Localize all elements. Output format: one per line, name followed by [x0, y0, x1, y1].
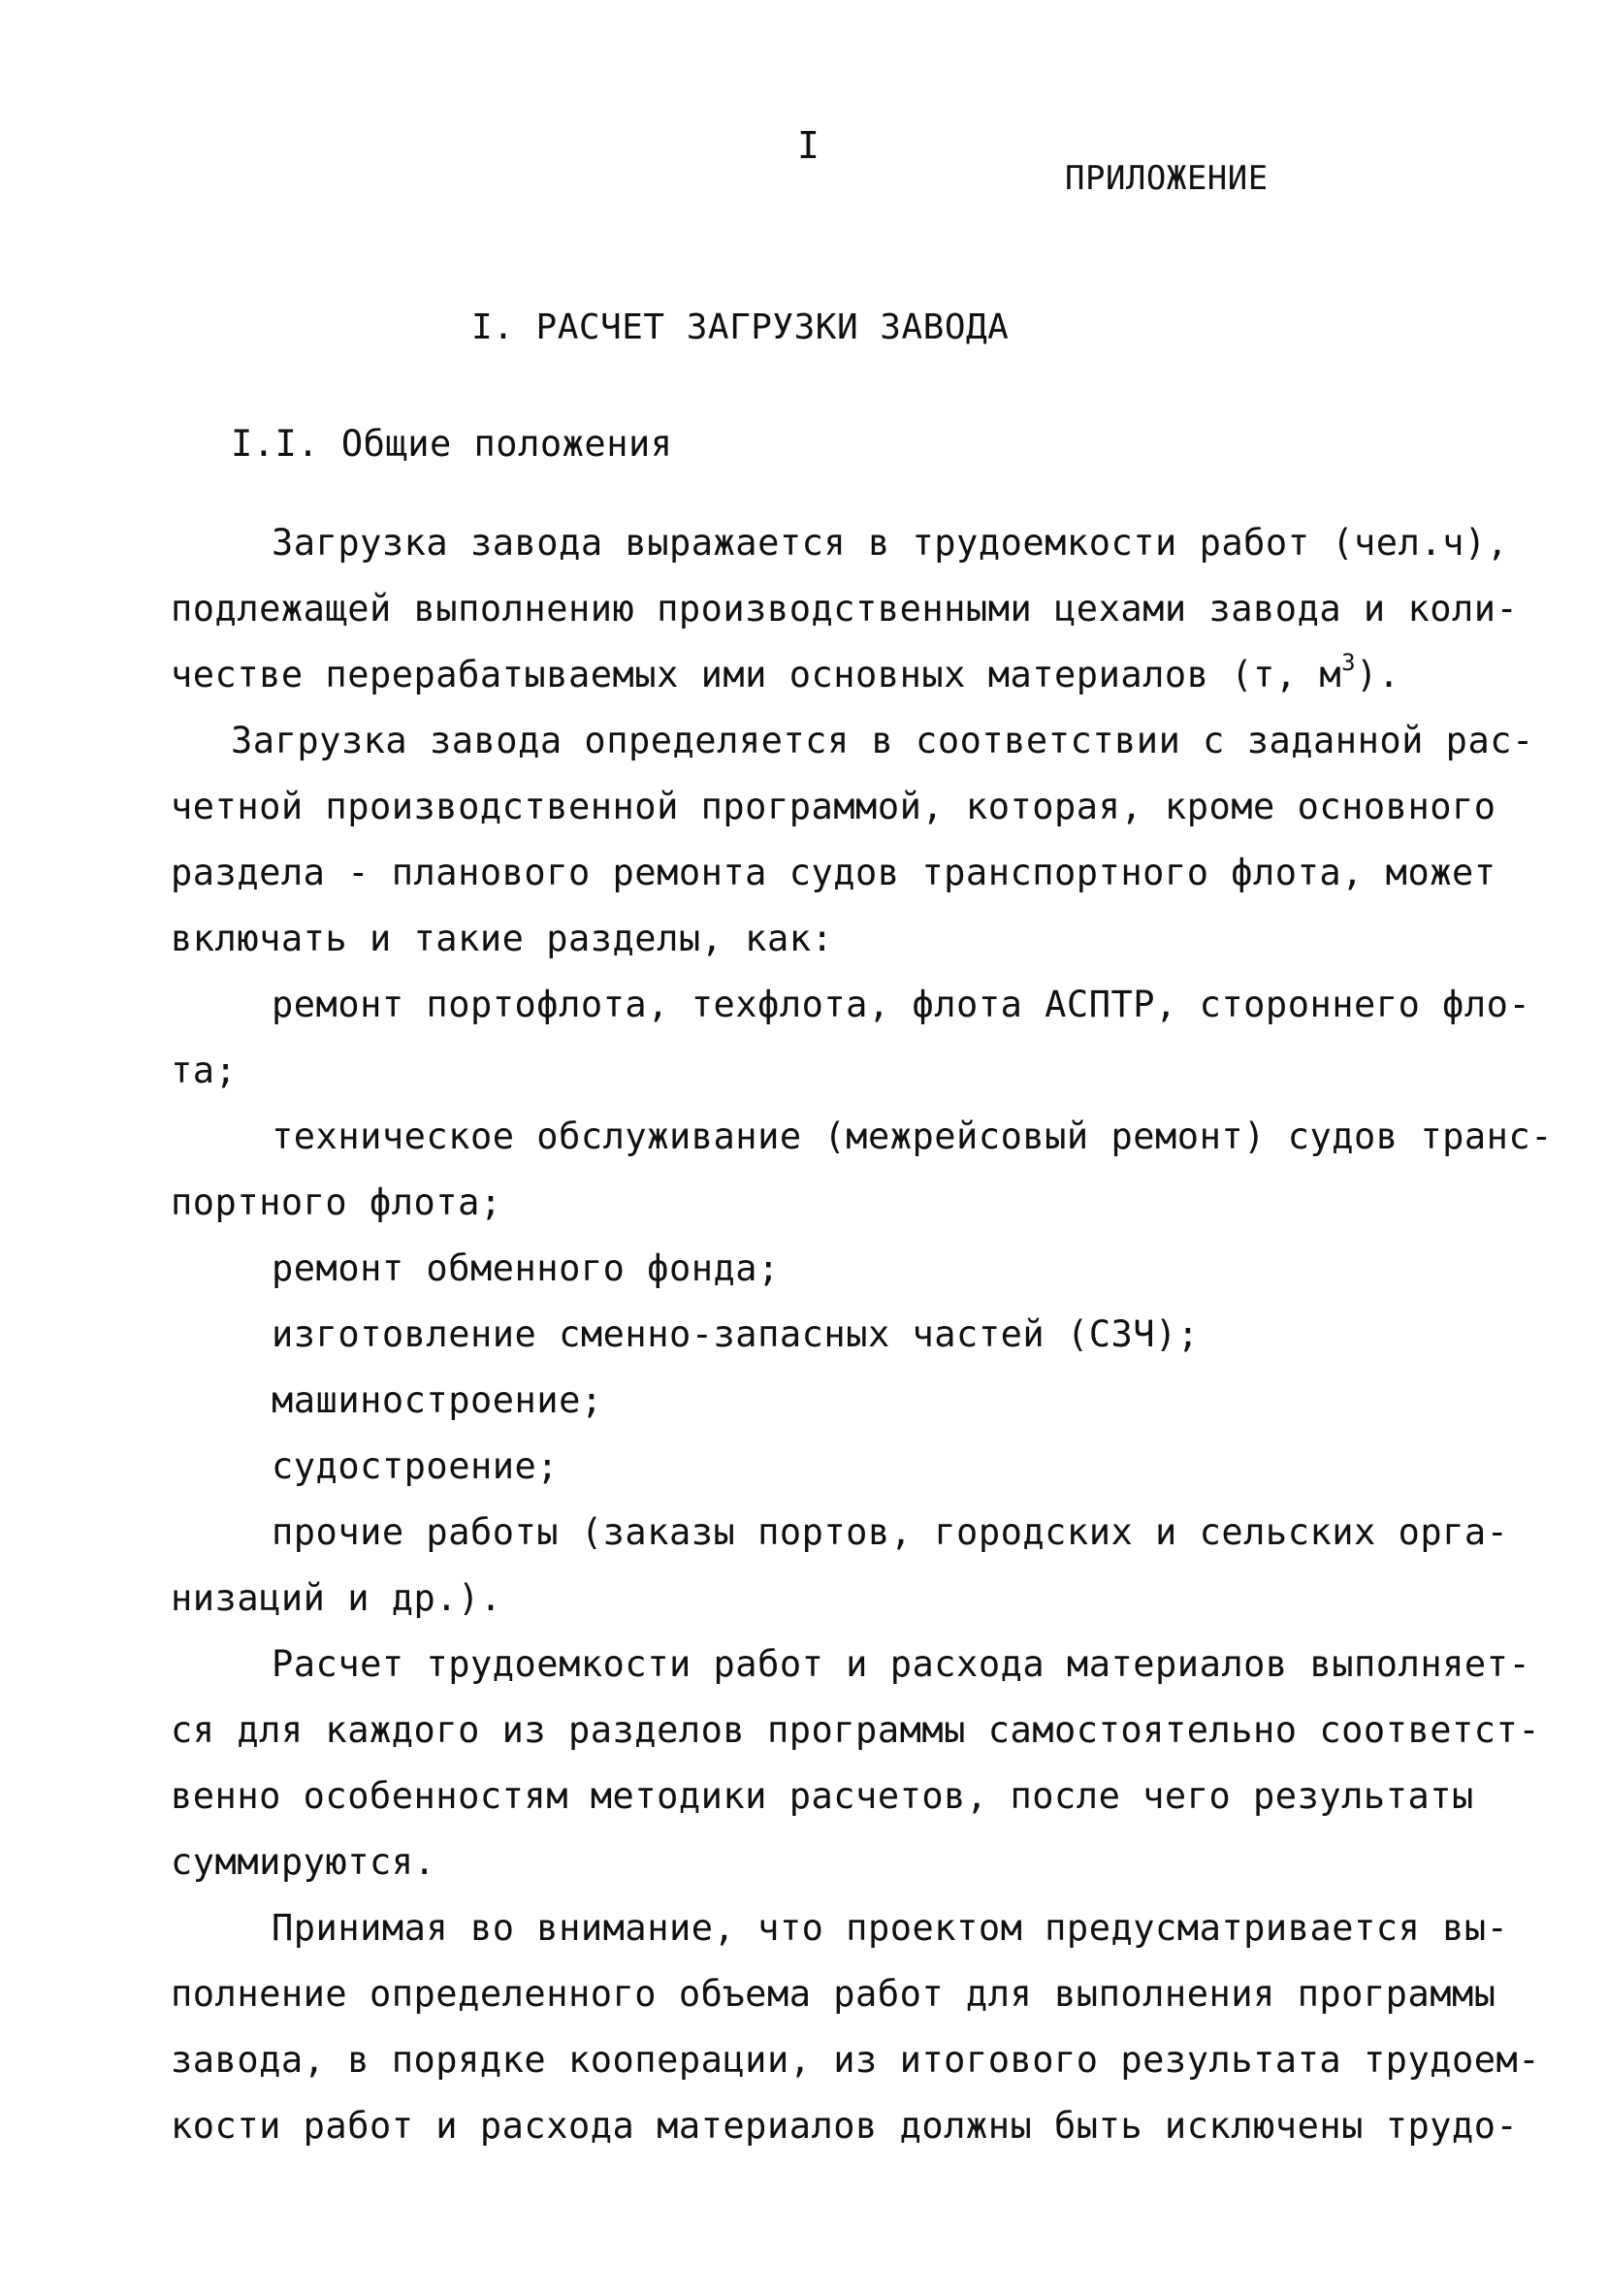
paragraph-line: суммируются.	[171, 1841, 436, 1883]
paragraph-line-with-superscript	[171, 648, 1400, 696]
paragraph-line: ся для каждого из разделов программы самостоятельно соответст-	[171, 1709, 1541, 1751]
list-item: ремонт обменного фонда;	[272, 1247, 780, 1289]
paragraph-line: подлежащей выполнению производственными цехами завода и коли-	[171, 588, 1519, 630]
paragraph-line: полнение определенного объема работ для выполнения программы	[171, 1973, 1496, 2015]
section-title: I. РАСЧЕТ ЗАГРУЗКИ ЗАВОДА	[471, 307, 1010, 347]
paragraph-line: Загрузка завода выражается в трудоемкости работ (чел.ч),	[272, 522, 1509, 564]
list-item: прочие работы (заказы портов, городских и сельских орга-	[272, 1511, 1509, 1553]
paragraph-line: раздела - планового ремонта судов транспортного флота, может	[171, 852, 1496, 893]
paragraph-line: завода, в порядке кооперации, из итогового результата трудоем-	[171, 2039, 1541, 2081]
paragraph-line: четной производственной программой, которая, кроме основного	[171, 786, 1496, 827]
superscript-exponent: 3	[1341, 648, 1357, 676]
list-item-continuation: портного флота;	[171, 1181, 502, 1223]
list-item: ремонт портофлота, техфлота, флота АСПТР, стороннего фло-	[272, 984, 1531, 1025]
paragraph-line-tail: ).	[1356, 654, 1400, 695]
subsection-title: I.I. Общие положения	[231, 423, 673, 465]
list-item: изготовление сменно-запасных частей (СЗЧ);	[272, 1313, 1200, 1355]
appendix-label: ПРИЛОЖЕНИЕ	[1065, 159, 1269, 198]
paragraph-line: кости работ и расхода материалов должны быть исключены трудо-	[171, 2105, 1519, 2147]
paragraph-line: венно особенностям методики расчетов, после чего результаты	[171, 1775, 1474, 1817]
list-item-continuation: низаций и др.).	[171, 1577, 502, 1619]
paragraph-line: Загрузка завода определяется в соответствии с заданной рас-	[231, 720, 1534, 761]
list-item: машиностроение;	[272, 1379, 603, 1421]
list-item: техническое обслуживание (межрейсовый ремонт) судов транс-	[272, 1116, 1554, 1157]
paragraph-line-text: честве перерабатываемых ими основных материалов (т, м	[171, 654, 1342, 695]
paragraph-line: включать и такие разделы, как:	[171, 918, 834, 959]
paragraph-line: Принимая во внимание, что проектом предусматривается вы-	[272, 1907, 1509, 1949]
paragraph-line: Расчет трудоемкости работ и расхода материалов выполняет-	[272, 1643, 1531, 1685]
list-item: судостроение;	[272, 1445, 560, 1487]
list-item-continuation: та;	[171, 1050, 238, 1091]
page-number: I	[797, 124, 820, 167]
